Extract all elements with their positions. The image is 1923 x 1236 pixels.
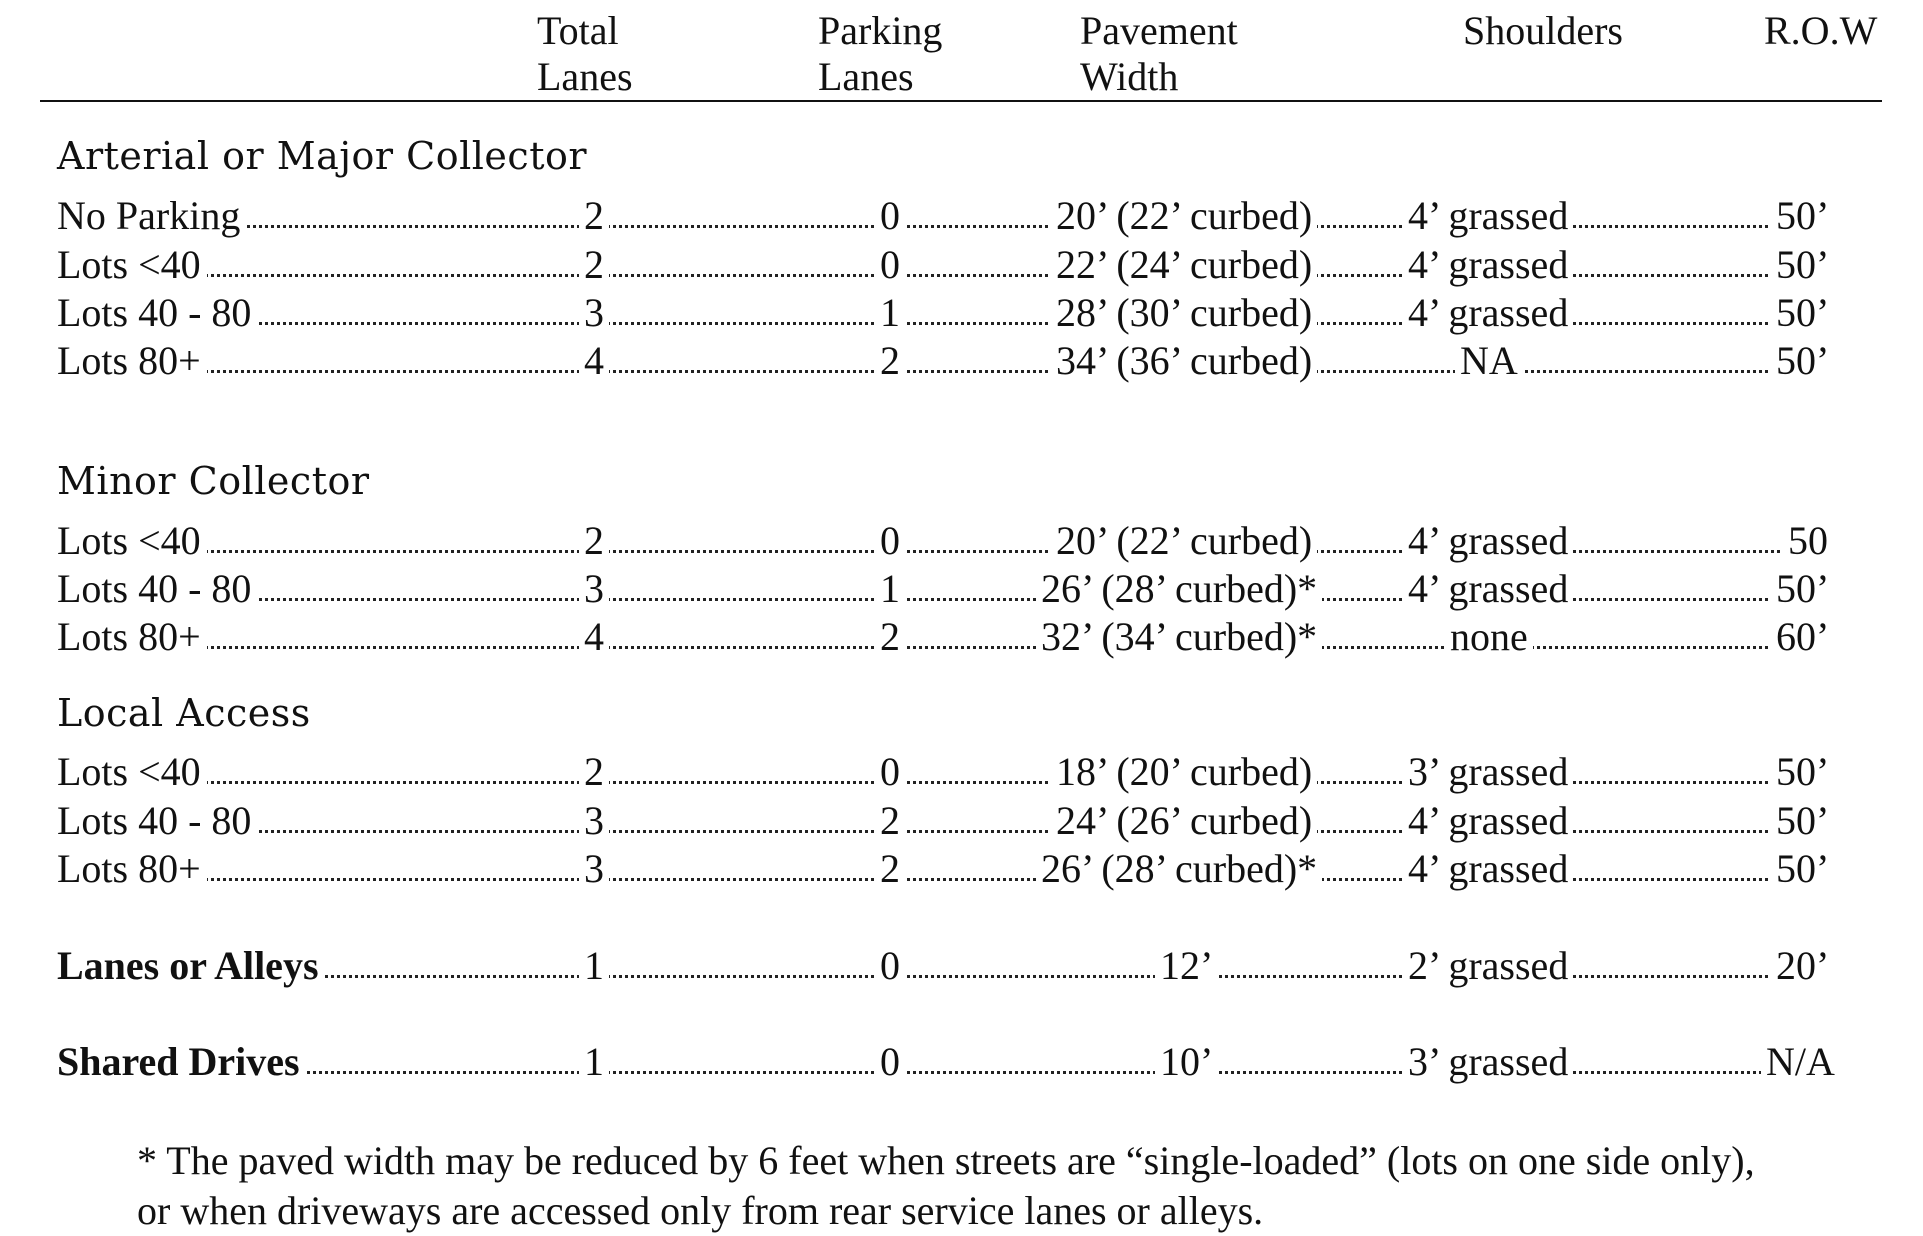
row-label: Lots 80+ (57, 613, 207, 661)
section-title-minor: Minor Collector (57, 459, 370, 503)
table-row (0, 845, 1923, 893)
cell-total-lanes: 3 (579, 565, 609, 613)
row-label: Lots <40 (57, 748, 207, 796)
cell-shoulders: 3’ grassed (1403, 748, 1573, 796)
cell-pavement-width: 32’ (34’ curbed)* (1036, 613, 1322, 661)
cell-shoulders: 3’ grassed (1403, 1038, 1573, 1086)
header-pavement-width-line2: Width (1080, 54, 1179, 99)
row-label: Lots <40 (57, 241, 207, 289)
table-row (0, 748, 1923, 796)
cell-pavement-width: 26’ (28’ curbed)* (1036, 565, 1322, 613)
footnote-line-2: or when driveways are accessed only from rear service lanes or alleys. (137, 1188, 1264, 1233)
table-row (0, 289, 1923, 337)
table-row (0, 613, 1923, 661)
table-row (0, 517, 1923, 565)
header-pavement-width (1080, 8, 1238, 100)
cell-shoulders: 4’ grassed (1403, 192, 1573, 240)
cell-shoulders: 4’ grassed (1403, 797, 1573, 845)
cell-shoulders: 4’ grassed (1403, 241, 1573, 289)
cell-row: 50’ (1771, 797, 1834, 845)
table-row (0, 942, 1923, 990)
cell-row: 50 (1783, 517, 1833, 565)
cell-pavement-width: 22’ (24’ curbed) (1051, 241, 1317, 289)
cell-total-lanes: 2 (579, 241, 609, 289)
cell-total-lanes: 3 (579, 289, 609, 337)
cell-total-lanes: 2 (579, 517, 609, 565)
cell-shoulders: NA (1455, 337, 1523, 385)
cell-row: 50’ (1771, 845, 1834, 893)
cell-total-lanes: 4 (579, 337, 609, 385)
header-shoulders: Shoulders (1463, 8, 1623, 53)
footnote-line-1: * The paved width may be reduced by 6 feet when streets are “single-loaded” (lots on one side only), (137, 1138, 1755, 1183)
cell-total-lanes: 3 (579, 845, 609, 893)
cell-parking-lanes: 0 (875, 748, 905, 796)
row-label: Lots 40 - 80 (57, 565, 257, 613)
cell-row: N/A (1761, 1038, 1840, 1086)
header-parking-lanes-line2: Lanes (818, 54, 914, 99)
cell-row: 60’ (1771, 613, 1834, 661)
header-parking-lanes (818, 8, 942, 100)
cell-shoulders: 4’ grassed (1403, 517, 1573, 565)
header-total-lanes-line2: Lanes (537, 54, 633, 99)
cell-total-lanes: 2 (579, 192, 609, 240)
cell-parking-lanes: 1 (875, 565, 905, 613)
cell-parking-lanes: 0 (875, 1038, 905, 1086)
table-row (0, 192, 1923, 240)
cell-total-lanes: 1 (579, 942, 609, 990)
cell-shoulders: 4’ grassed (1403, 565, 1573, 613)
cell-pavement-width: 28’ (30’ curbed) (1051, 289, 1317, 337)
cell-parking-lanes: 0 (875, 942, 905, 990)
cell-total-lanes: 4 (579, 613, 609, 661)
cell-pavement-width: 20’ (22’ curbed) (1051, 192, 1317, 240)
cell-pavement-width: 18’ (20’ curbed) (1051, 748, 1317, 796)
cell-parking-lanes: 1 (875, 289, 905, 337)
cell-pavement-width: 12’ (1155, 942, 1218, 990)
table-row (0, 241, 1923, 289)
row-label: No Parking (57, 192, 246, 240)
row-label: Lots 80+ (57, 845, 207, 893)
cell-parking-lanes: 0 (875, 517, 905, 565)
section-title-local: Local Access (57, 691, 311, 735)
cell-row: 50’ (1771, 337, 1834, 385)
header-row: R.O.W (1764, 8, 1878, 53)
table-row (0, 565, 1923, 613)
header-parking-lanes-line1: Parking (818, 8, 943, 53)
cell-shoulders: 2’ grassed (1403, 942, 1573, 990)
cell-parking-lanes: 2 (875, 337, 905, 385)
cell-parking-lanes: 2 (875, 845, 905, 893)
row-label: Lanes or Alleys (57, 942, 325, 990)
cell-pavement-width: 10’ (1155, 1038, 1218, 1086)
cell-parking-lanes: 2 (875, 797, 905, 845)
cell-total-lanes: 2 (579, 748, 609, 796)
cell-shoulders: 4’ grassed (1403, 845, 1573, 893)
cell-shoulders: none (1445, 613, 1533, 661)
row-label: Shared Drives (57, 1038, 306, 1086)
cell-pavement-width: 26’ (28’ curbed)* (1036, 845, 1322, 893)
cell-total-lanes: 1 (579, 1038, 609, 1086)
row-label: Lots 40 - 80 (57, 289, 257, 337)
cell-row: 50’ (1771, 289, 1834, 337)
cell-total-lanes: 3 (579, 797, 609, 845)
row-label: Lots <40 (57, 517, 207, 565)
cell-parking-lanes: 0 (875, 241, 905, 289)
cell-shoulders: 4’ grassed (1403, 289, 1573, 337)
table-row (0, 1038, 1923, 1086)
header-pavement-width-line1: Pavement (1080, 8, 1238, 53)
cell-parking-lanes: 0 (875, 192, 905, 240)
header-total-lanes-line1: Total (537, 8, 619, 53)
section-title-arterial: Arterial or Major Collector (57, 134, 588, 178)
table-row (0, 337, 1923, 385)
cell-pavement-width: 24’ (26’ curbed) (1051, 797, 1317, 845)
cell-row: 20’ (1771, 942, 1834, 990)
cell-pavement-width: 20’ (22’ curbed) (1051, 517, 1317, 565)
dot-leader (60, 370, 1830, 373)
dot-leader (60, 646, 1830, 649)
cell-row: 50’ (1771, 565, 1834, 613)
cell-parking-lanes: 2 (875, 613, 905, 661)
table-row (0, 797, 1923, 845)
header-rule (40, 100, 1882, 102)
cell-pavement-width: 34’ (36’ curbed) (1051, 337, 1317, 385)
row-label: Lots 40 - 80 (57, 797, 257, 845)
cell-row: 50’ (1771, 241, 1834, 289)
cell-row: 50’ (1771, 748, 1834, 796)
cell-row: 50’ (1771, 192, 1834, 240)
row-label: Lots 80+ (57, 337, 207, 385)
header-total-lanes (537, 8, 633, 100)
